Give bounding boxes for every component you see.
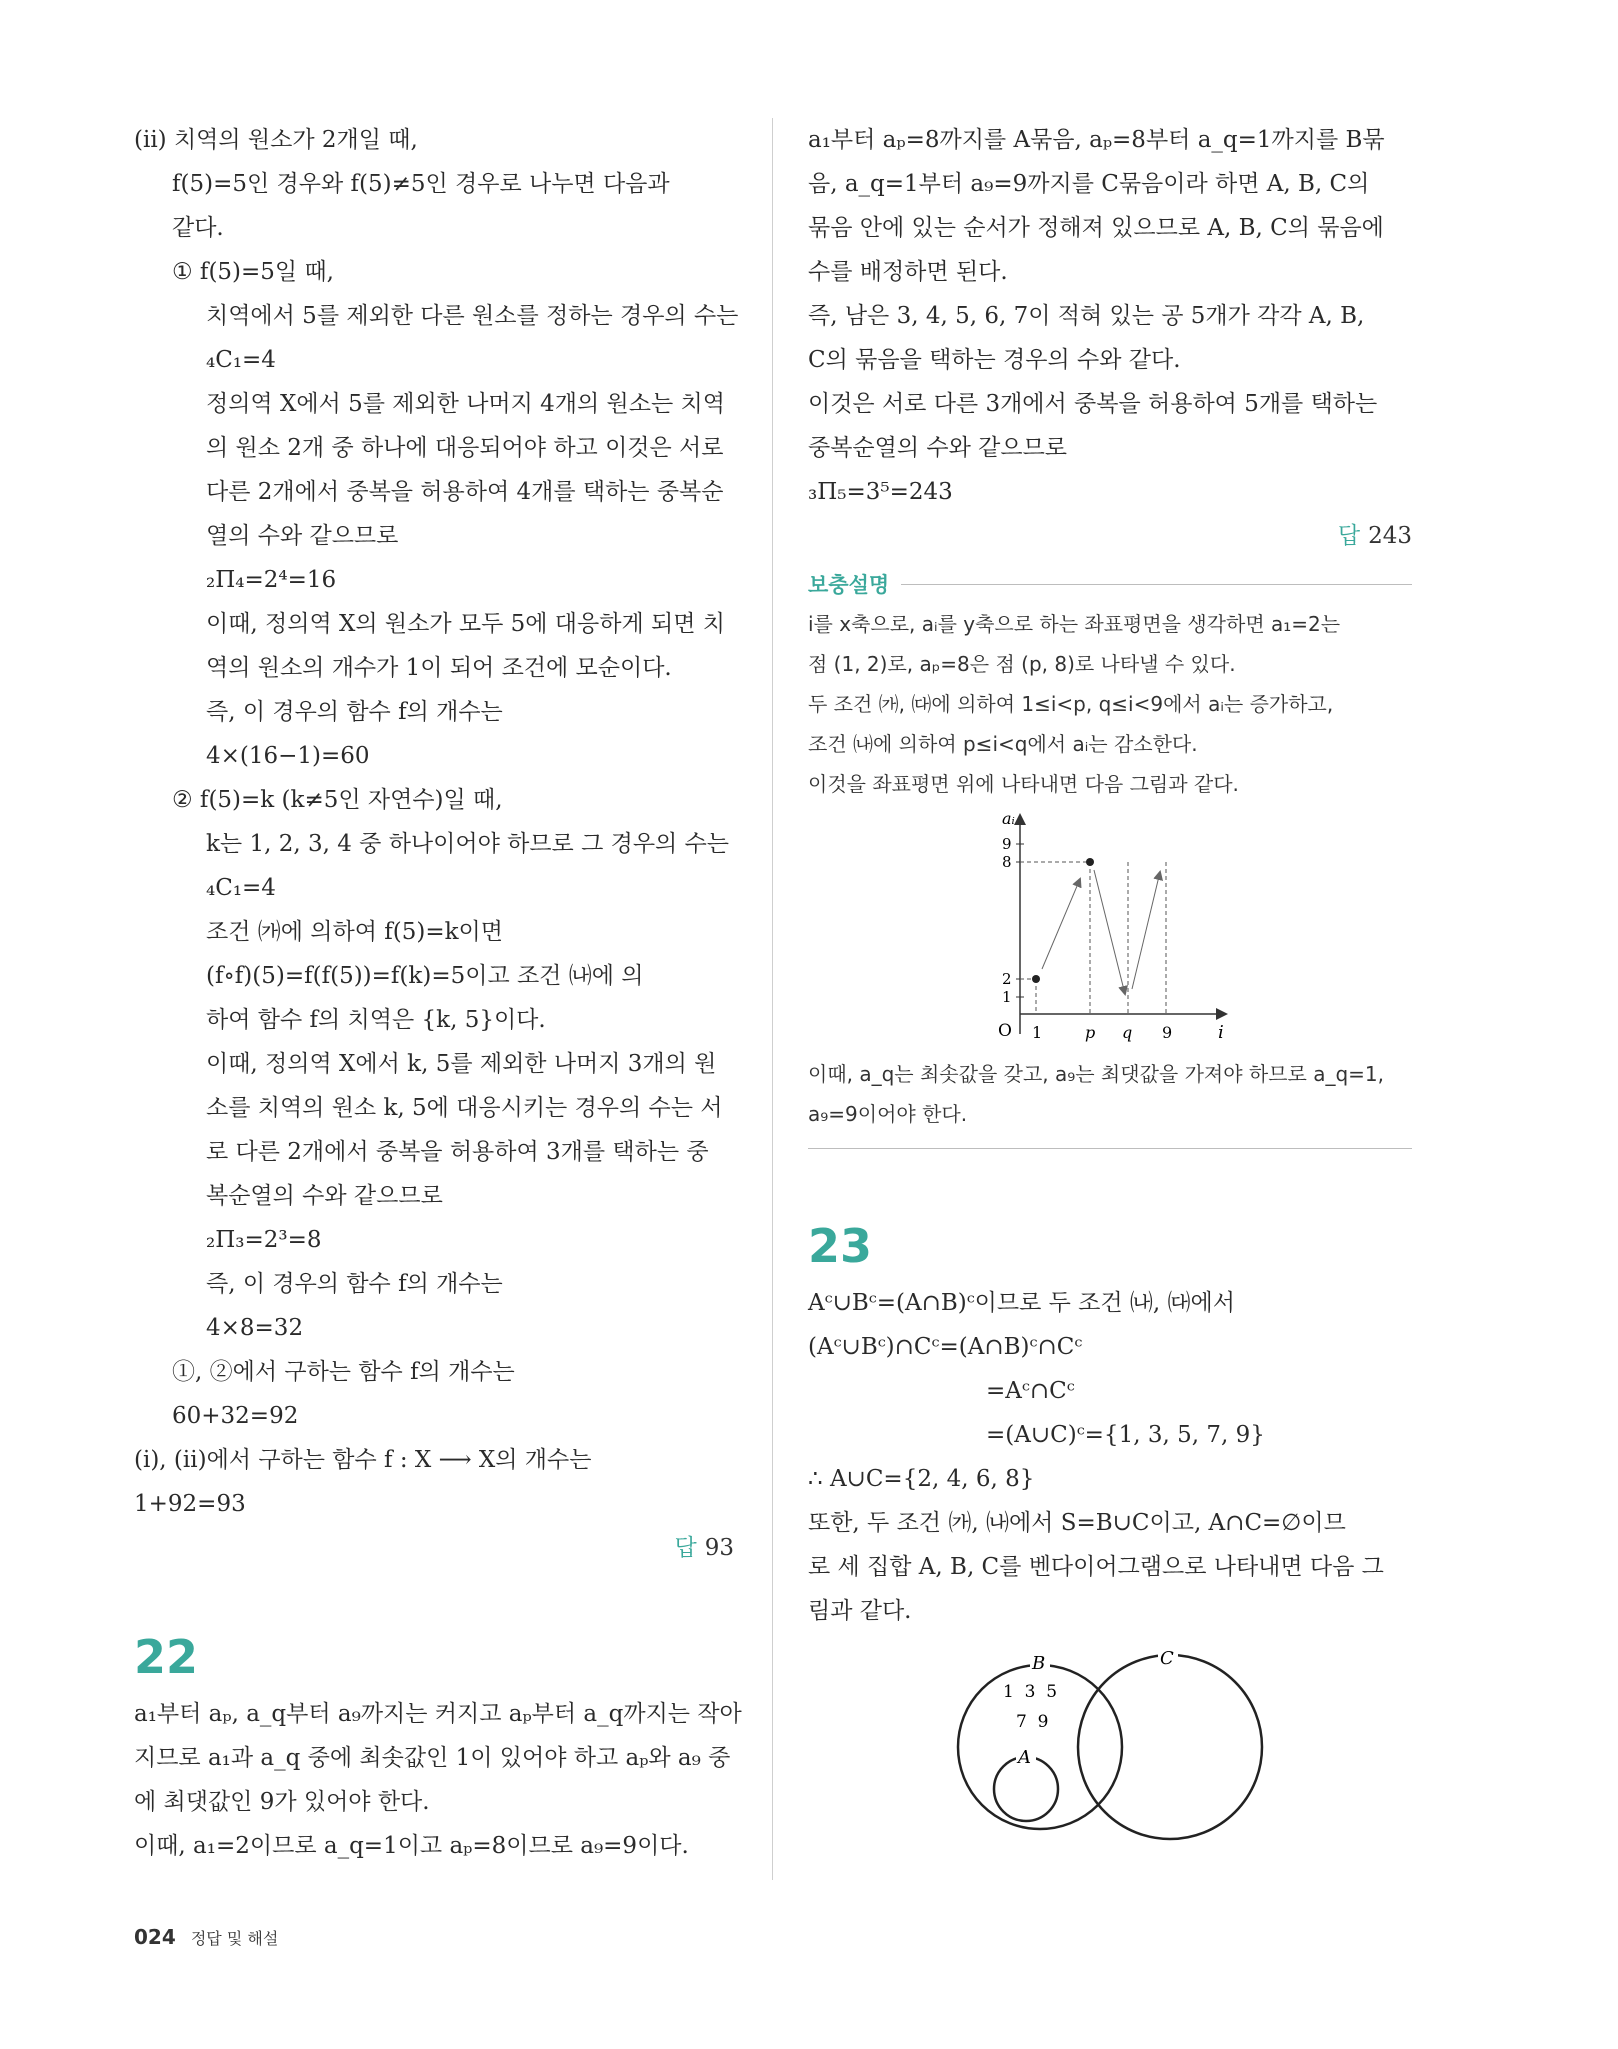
venn-label-b: B [1032, 1653, 1046, 1674]
text-line: 의 원소 2개 중 하나에 대응되어야 하고 이것은 서로 [206, 435, 724, 461]
text-line: 이때, a₁=2이므로 a_q=1이고 aₚ=8이므로 a₉=9이다. [134, 1833, 689, 1859]
venn-label-c: C [1160, 1648, 1174, 1669]
text-line: C의 묶음을 택하는 경우의 수와 같다. [808, 347, 1181, 373]
text-line: ₂Π₄=2⁴=16 [206, 567, 337, 593]
footer-label: 정답 및 해설 [190, 1929, 279, 1948]
x-tick-q: q [1122, 1023, 1133, 1042]
text-line: 이것은 서로 다른 3개에서 중복을 허용하여 5개를 택하는 [808, 391, 1378, 417]
text-line: ② f(5)=k (k≠5인 자연수)일 때, [172, 787, 503, 813]
increase-arrow [1042, 879, 1080, 969]
text-line: 즉, 이 경우의 함수 f의 개수는 [206, 1271, 503, 1297]
problem-number-22: 22 [134, 1630, 199, 1684]
text-line: 또한, 두 조건 ㈎, ㈏에서 S=B∪C이고, A∩C=∅이므 [808, 1510, 1346, 1536]
text-line: 같다. [172, 215, 224, 241]
point-ap [1086, 858, 1094, 866]
text-line: 림과 같다. [808, 1598, 912, 1624]
left-column [134, 118, 742, 1868]
text-line: 중복순열의 수와 같으므로 [808, 435, 1068, 461]
supplement-rule [901, 584, 1412, 585]
point-a1 [1032, 975, 1040, 983]
text-line: 역의 원소의 개수가 1이 되어 조건에 모순이다. [206, 655, 672, 681]
text-line: (Aᶜ∪Bᶜ)∩Cᶜ=(A∩B)ᶜ∩Cᶜ [808, 1334, 1083, 1360]
text-line: ①, ②에서 구하는 함수 f의 개수는 [172, 1359, 515, 1385]
text-line: =Aᶜ∩Cᶜ [986, 1378, 1075, 1404]
x-tick-1: 1 [1032, 1023, 1043, 1042]
text-line: 열의 수와 같으므로 [206, 523, 399, 549]
text-line: 이때, 정의역 X의 원소가 모두 5에 대응하게 되면 치 [206, 611, 725, 637]
text-line: =(A∪C)ᶜ={1, 3, 5, 7, 9} [986, 1422, 1265, 1448]
text-line: a₉=9이어야 한다. [808, 1102, 968, 1126]
text-line: 조건 ㈏에 의하여 p≤i<q에서 aᵢ는 감소한다. [808, 732, 1198, 756]
venn-elements-row2: 7 9 [1016, 1712, 1049, 1732]
answer-label: 답 [674, 1535, 697, 1561]
text-line: 즉, 남은 3, 4, 5, 6, 7이 적혀 있는 공 5개가 각각 A, B, [808, 303, 1365, 329]
text-line: 정의역 X에서 5를 제외한 나머지 4개의 원소는 치역 [206, 391, 725, 417]
x-tick-p: p [1085, 1023, 1096, 1042]
supplement-title: 보충설명 [808, 573, 890, 597]
y-axis-label: aᵢ [1002, 809, 1015, 828]
text-line: 60+32=92 [172, 1403, 299, 1429]
text-line: a₁부터 aₚ, a_q부터 a₉까지는 커지고 aₚ부터 a_q까지는 작아 [134, 1701, 742, 1727]
text-line: 4×(16−1)=60 [206, 743, 370, 769]
y-tick-2: 2 [1002, 970, 1012, 988]
text-line: ₄C₁=4 [206, 347, 276, 373]
text-line: 다른 2개에서 중복을 허용하여 4개를 택하는 중복순 [206, 479, 724, 505]
supplement-bottom-rule [808, 1148, 1412, 1149]
supplement-body [808, 604, 1412, 1134]
decrease-arrow [1094, 870, 1125, 994]
text-line: 음, a_q=1부터 a₉=9까지를 C묶음이라 하면 A, B, C의 [808, 171, 1370, 197]
y-tick-8: 8 [1002, 853, 1012, 871]
supplement-header [808, 564, 1412, 604]
text-line: (ii) 치역의 원소가 2개일 때, [134, 127, 418, 153]
text-line: Aᶜ∪Bᶜ=(A∩B)ᶜ이므로 두 조건 ㈏, ㈐에서 [808, 1290, 1235, 1316]
answer-label: 답 [1337, 523, 1361, 549]
problem-number-23: 23 [808, 1219, 873, 1273]
text-line: ₃Π₅=3⁵=243 [808, 479, 953, 505]
coordinate-graph [980, 804, 1240, 1054]
origin-label: O [998, 1021, 1012, 1041]
text-line: 복순열의 수와 같으므로 [206, 1183, 443, 1209]
text-line: i를 x축으로, aᵢ를 y축으로 하는 좌표평면을 생각하면 a₁=2는 [808, 612, 1341, 636]
venn-label-a: A [1018, 1747, 1031, 1768]
text-line: 로 세 집합 A, B, C를 벤다이어그램으로 나타내면 다음 그 [808, 1554, 1384, 1580]
page-number: 024 [134, 1925, 176, 1949]
y-tick-1: 1 [1002, 988, 1012, 1006]
text-line: 묶음 안에 있는 순서가 정해져 있으므로 A, B, C의 묶음에 [808, 215, 1384, 241]
column-divider [772, 118, 773, 1880]
venn-diagram [930, 1647, 1290, 1847]
text-line: 지므로 a₁과 a_q 중에 최솟값인 1이 있어야 하고 aₚ와 a₉ 중 [134, 1745, 731, 1771]
answer-93 [134, 1526, 734, 1622]
text-line: ∴ A∪C={2, 4, 6, 8} [808, 1466, 1035, 1492]
venn-set-c [1078, 1655, 1262, 1839]
text-line: 두 조건 ㈎, ㈐에 의하여 1≤i<p, q≤i<9에서 aᵢ는 증가하고, [808, 692, 1334, 716]
text-line: 조건 ㈎에 의하여 f(5)=k이면 [206, 919, 503, 945]
answer-243 [808, 514, 1412, 558]
text-line: 이때, a_q는 최솟값을 갖고, a₉는 최댓값을 가져야 하므로 a_q=1, [808, 1062, 1384, 1086]
y-tick-9: 9 [1002, 835, 1012, 853]
text-line: 소를 치역의 원소 k, 5에 대응시키는 경우의 수는 서 [206, 1095, 723, 1121]
x-tick-9: 9 [1162, 1023, 1173, 1042]
venn-elements-row1: 1 3 5 [1003, 1682, 1058, 1702]
text-line: 수를 배정하면 된다. [808, 259, 1008, 285]
answer-value: 93 [704, 1535, 734, 1561]
page-footer [134, 1925, 278, 1949]
text-line: 점 (1, 2)로, aₚ=8은 점 (p, 8)로 나타낼 수 있다. [808, 652, 1236, 676]
text-line: 로 다른 2개에서 중복을 허용하여 3개를 택하는 중 [206, 1139, 709, 1165]
text-line: 1+92=93 [134, 1491, 246, 1517]
right-column [808, 118, 1412, 1847]
text-line: k는 1, 2, 3, 4 중 하나이어야 하므로 그 경우의 수는 [206, 831, 730, 857]
text-line: 치역에서 5를 제외한 다른 원소를 정하는 경우의 수는 [206, 303, 739, 329]
spacer [808, 1163, 1412, 1211]
text-line: ₄C₁=4 [206, 875, 276, 901]
text-line: a₁부터 aₚ=8까지를 A묶음, aₚ=8부터 a_q=1까지를 B묶 [808, 127, 1385, 153]
text-line: 즉, 이 경우의 함수 f의 개수는 [206, 699, 503, 725]
text-line: 4×8=32 [206, 1315, 304, 1341]
x-axis-label: i [1218, 1022, 1224, 1043]
text-line: ₂Π₃=2³=8 [206, 1227, 322, 1253]
text-line: 에 최댓값인 9가 있어야 한다. [134, 1789, 430, 1815]
text-line: ① f(5)=5일 때, [172, 259, 334, 285]
text-line: f(5)=5인 경우와 f(5)≠5인 경우로 나누면 다음과 [172, 171, 670, 197]
text-line: (f∘f)(5)=f(f(5))=f(k)=5이고 조건 ㈏에 의 [206, 963, 644, 989]
increase-arrow [1132, 872, 1160, 989]
text-line: 이때, 정의역 X에서 k, 5를 제외한 나머지 3개의 원 [206, 1051, 717, 1077]
text-line: (i), (ii)에서 구하는 함수 f : X ⟶ X의 개수는 [134, 1447, 592, 1473]
text-line: 이것을 좌표평면 위에 나타내면 다음 그림과 같다. [808, 772, 1239, 796]
text-line: 하여 함수 f의 치역은 {k, 5}이다. [206, 1007, 546, 1033]
answer-value: 243 [1368, 523, 1412, 549]
